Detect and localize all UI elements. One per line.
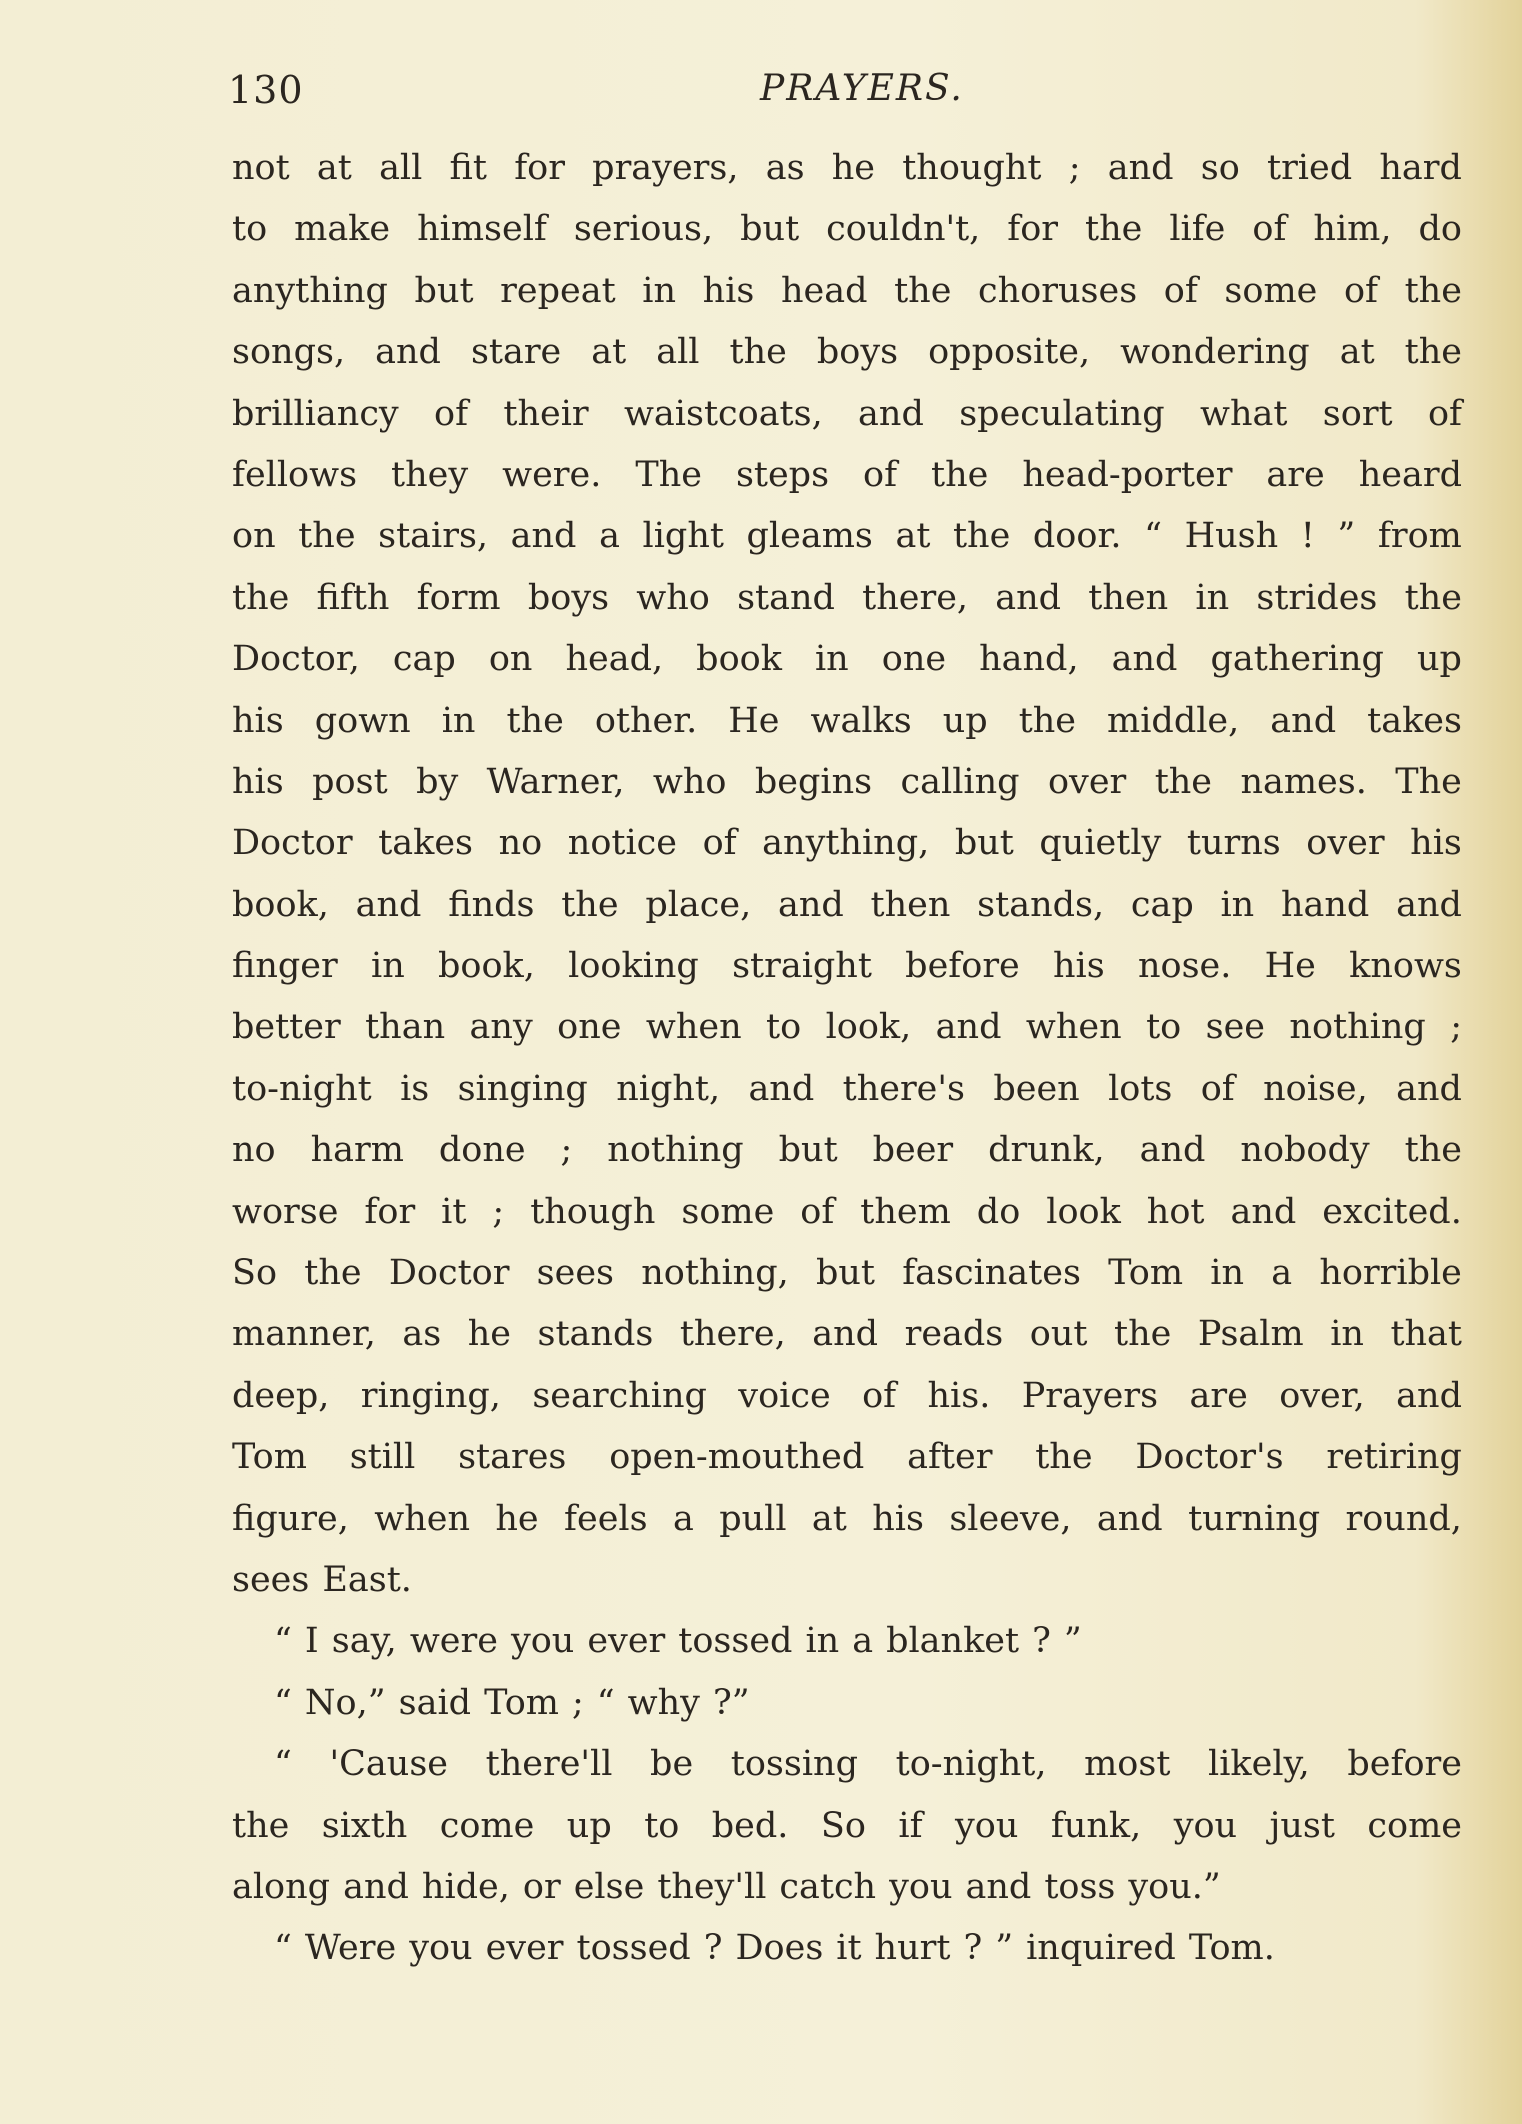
text-line: “ No,” said Tom ; “ why ?” bbox=[274, 1682, 750, 1723]
text-line: the sixth come up to bed. So if you funk, you just come bbox=[232, 1805, 1462, 1846]
text-line: along and hide, or else they'll catch you and toss you.” bbox=[232, 1866, 1221, 1907]
text-line: worse for it ; though some of them do look hot and excited. bbox=[232, 1191, 1462, 1232]
page-header bbox=[0, 68, 1522, 128]
text-line: fellows they were. The steps of the head-porter are heard bbox=[232, 454, 1462, 495]
text-line: songs, and stare at all the boys opposite, wondering at the bbox=[232, 332, 1462, 373]
text-line: “ 'Cause there'll be tossing to-night, most likely, before bbox=[274, 1744, 1462, 1785]
text-line: finger in book, looking straight before his nose. He knows bbox=[232, 946, 1462, 987]
text-line: “ Were you ever tossed ? Does it hurt ? ” inquired Tom. bbox=[274, 1928, 1275, 1969]
text-line: deep, ringing, searching voice of his. Prayers are over, and bbox=[232, 1375, 1462, 1416]
text-line: Doctor, cap on head, book in one hand, and gathering up bbox=[232, 639, 1462, 680]
text-line: his post by Warner, who begins calling over the names. The bbox=[232, 761, 1462, 802]
text-line: on the stairs, and a light gleams at the door. “ Hush ! ” from bbox=[232, 516, 1462, 557]
text-line: “ I say, were you ever tossed in a blanket ? ” bbox=[274, 1621, 1082, 1662]
text-line: the fifth form boys who stand there, and then in strides the bbox=[232, 577, 1462, 618]
body-text bbox=[232, 138, 1462, 1980]
text-line: anything but repeat in his head the choruses of some of the bbox=[232, 270, 1462, 311]
text-line: better than any one when to look, and when to see nothing ; bbox=[232, 1007, 1462, 1048]
text-line: sees East. bbox=[232, 1559, 412, 1600]
text-line: his gown in the other. He walks up the middle, and takes bbox=[232, 700, 1462, 741]
text-line: to make himself serious, but couldn't, for the life of him, do bbox=[232, 209, 1462, 250]
text-line: figure, when he feels a pull at his sleeve, and turning round, bbox=[232, 1498, 1462, 1539]
text-line: book, and finds the place, and then stands, cap in hand and bbox=[232, 884, 1462, 925]
running-head: PRAYERS. bbox=[760, 68, 964, 109]
text-line: So the Doctor sees nothing, but fascinates Tom in a horrible bbox=[232, 1253, 1462, 1294]
text-line: Tom still stares open-mouthed after the Doctor's retiring bbox=[232, 1437, 1462, 1478]
text-line: Doctor takes no notice of anything, but quietly turns over his bbox=[232, 823, 1462, 864]
text-line: manner, as he stands there, and reads out the Psalm in that bbox=[232, 1314, 1462, 1355]
text-line: to-night is singing night, and there's been lots of noise, and bbox=[232, 1068, 1462, 1109]
text-line: brilliancy of their waistcoats, and speculating what sort of bbox=[232, 393, 1462, 434]
page-number: 130 bbox=[228, 68, 304, 112]
text-line: not at all fit for prayers, as he thought ; and so tried hard bbox=[232, 148, 1462, 188]
text-line: no harm done ; nothing but beer drunk, and nobody the bbox=[232, 1130, 1462, 1171]
